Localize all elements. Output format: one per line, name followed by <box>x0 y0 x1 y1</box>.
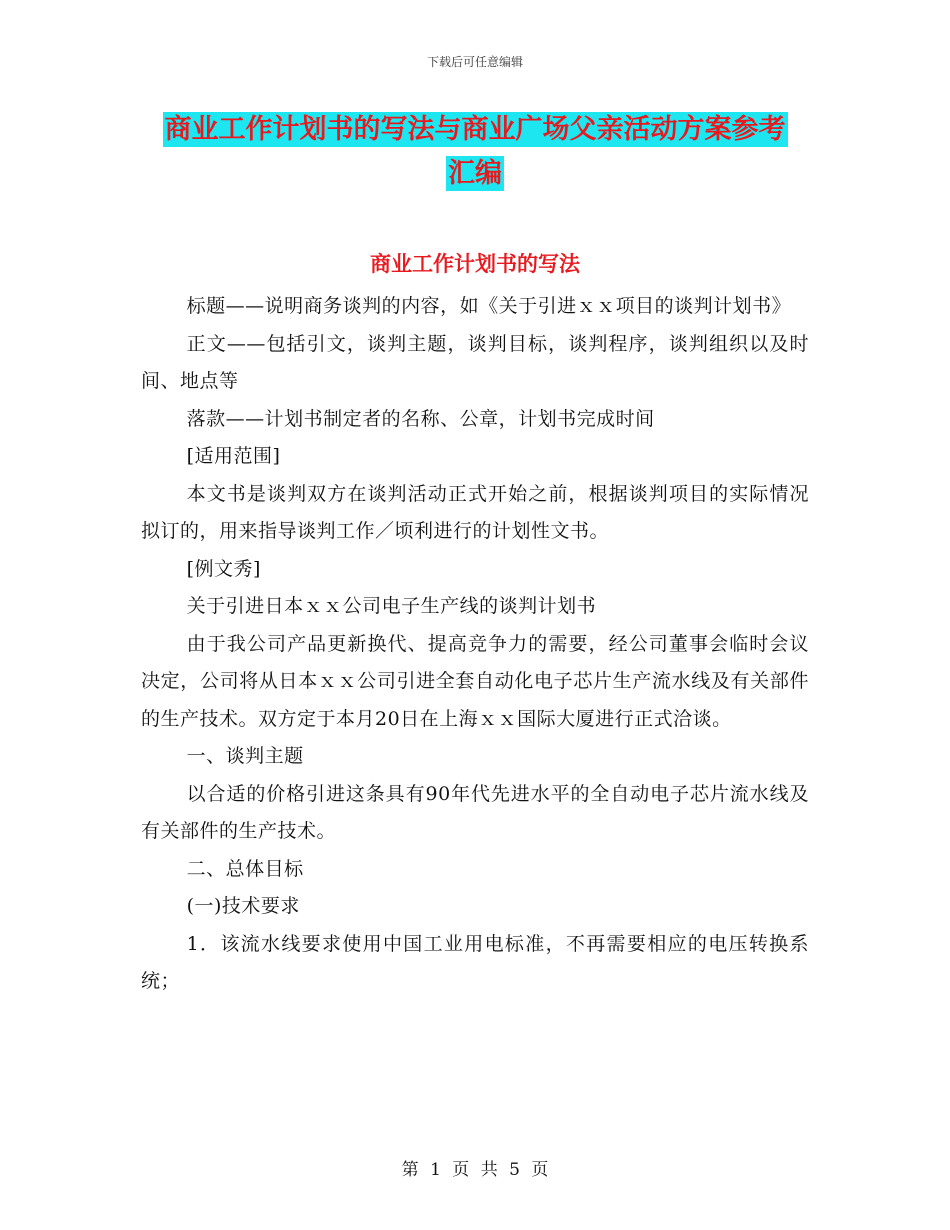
paragraph: 关于引进日本ｘｘ公司电子生产线的谈判计划书 <box>186 595 597 617</box>
body-text <box>141 288 809 1001</box>
paragraph: 落款——计划书制定者的名称、公章，计划书完成时间 <box>186 407 655 430</box>
paragraph: [例文秀] <box>186 557 261 580</box>
paragraph: 以合适的价格引进这条具有90年代先进水平的全自动电子芯片流水线及有关部件的生产技术。 <box>141 782 809 842</box>
paragraph: 二、总体目标 <box>186 857 304 880</box>
paragraph: 标题——说明商务谈判的内容，如《关于引进ｘｘ项目的谈判计划书》 <box>186 295 792 317</box>
section-title: 商业工作计划书的写法 <box>370 251 580 276</box>
document-title-line-2: 汇编 <box>448 158 502 189</box>
header-note: 下载后可任意编辑 <box>426 55 523 69</box>
document-title <box>140 108 810 196</box>
paragraph: (一)技术要求 <box>186 895 300 917</box>
paragraph: [适用范围] <box>186 445 281 467</box>
paragraph: 正文——包括引文，谈判主题，谈判目标，谈判程序，谈判组织以及时间、地点等 <box>141 332 809 392</box>
paragraph: 由于我公司产品更新换代、提高竞争力的需要，经公司董事会临时会议决定，公司将从日本ｘｘ公司引进全套自动化电子芯片生产流水线及有关部件的生产技术。双方定于本月20日在上海ｘｘ国际大厦进行正式洽谈。 <box>141 632 809 730</box>
page-footer: 第 1 页 共 5 页 <box>401 1160 549 1180</box>
paragraph: 一、谈判主题 <box>186 745 304 767</box>
paragraph: 1．该流水线要求使用中国工业用电标准，不再需要相应的电压转换系统； <box>141 932 809 992</box>
paragraph: 本文书是谈判双方在谈判活动正式开始之前，根据谈判项目的实际情况拟订的，用来指导谈判工作／顷利进行的计划性文书。 <box>141 482 809 542</box>
document-title-line-1: 商业工作计划书的写法与商业广场父亲活动方案参考 <box>164 114 786 145</box>
